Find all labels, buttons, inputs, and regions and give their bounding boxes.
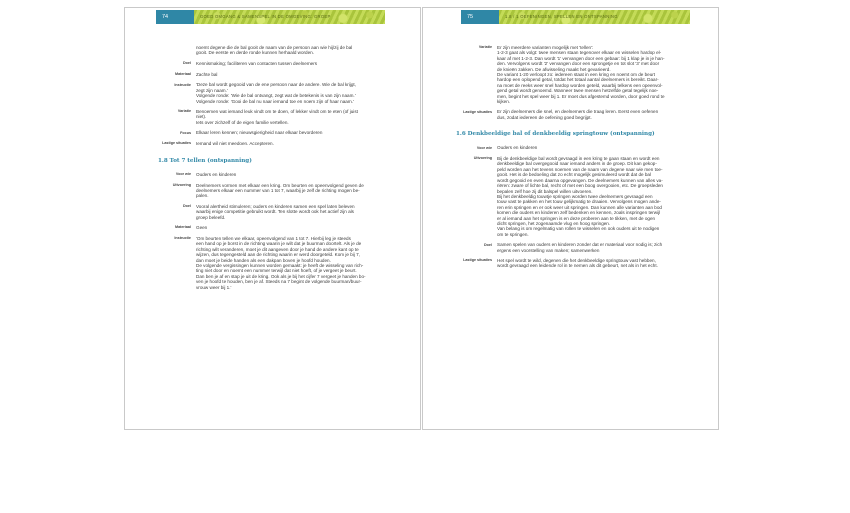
field-text bbox=[196, 236, 410, 290]
field-materiaal bbox=[129, 72, 410, 78]
text-line: komen die ouders en kinderen zelf bedenken en kennen, zoals inspringen terwijl bbox=[497, 210, 661, 216]
field-voor-wie bbox=[129, 172, 410, 178]
field-lastige-situaties bbox=[427, 109, 708, 120]
field-label: Doel bbox=[484, 242, 492, 247]
text-line: riëren: zware of lichte bal, recht of met een boog overgooien, etc. De groepsleden bbox=[497, 183, 663, 189]
text-line: ting niet door en noemt een nummer terwijl dat niet hoeft, of je vergeet je beurt. bbox=[196, 268, 357, 274]
text-line: gend getal wordt genoemd. Wanneer twee mensen hetzelfde getal tegelijk noe- bbox=[497, 88, 659, 94]
text-line: wijzen, dus tegengesteld aan de richting waarin er werd doorgeteld. Kom je bij 7, bbox=[196, 252, 360, 258]
text-line: waarbij enige competitie gebruikt wordt. Ten slotte wordt ook het actief zijn als bbox=[196, 209, 354, 215]
intro-paragraph: noemt degene die de bal gooit de naam van de persoon aan wie hij/zij de bal gooit. De eerste en derde ronde kunnen herhaald worden. bbox=[196, 45, 353, 56]
text-line: Volgende ronde: 'Wie de bal ontvangt, zegt wat de betekenis is van zijn naam.' bbox=[196, 93, 356, 99]
field-text bbox=[196, 172, 410, 178]
text-line: Dan ben je af en stap je uit de kring. Ook als je bij het cijfer 7 vergeet je handen bo- bbox=[196, 273, 366, 279]
field-text bbox=[497, 109, 708, 120]
field-variatie bbox=[427, 45, 708, 104]
field-lastige-situaties bbox=[129, 141, 410, 147]
field-uitvoering bbox=[129, 183, 410, 199]
field-focus bbox=[129, 130, 410, 136]
field-text bbox=[196, 130, 410, 136]
field-doel bbox=[427, 242, 708, 253]
field-text bbox=[196, 109, 410, 125]
field-materiaal bbox=[129, 225, 410, 231]
text-line: zegt zijn naam.' bbox=[196, 87, 228, 93]
field-label: Uitvoering bbox=[172, 183, 191, 188]
section-title: 1.8 Tot 7 tellen (ontspanning) bbox=[158, 157, 252, 164]
text-line: Elkaar leren kennen; nieuwsgierigheid naar elkaar bevorderen bbox=[196, 130, 323, 136]
text-line: 'Deze bal wordt gegooid van de ene persoon naar de andere. Wie de bal krijgt, bbox=[196, 82, 356, 88]
page-number: 75 bbox=[461, 10, 499, 24]
field-label: Materiaal bbox=[175, 72, 191, 76]
text-line: peld worden aan het tevens noemen van de naam van degene naar wie men toe- bbox=[497, 166, 663, 172]
text-line: 'Om beurten tellen we elkaar, opeenvolgend van 1 tot 7. Hierbij leg je steeds bbox=[196, 235, 351, 241]
exercise-fields-1 bbox=[129, 61, 410, 147]
text-line: Het spel wordt te wild, degenen die het denkbeeldige springtouw vast hebben, bbox=[497, 257, 656, 263]
text-line: Er zijn deelnemers die snel, en deelnemers die traag leren. Eerst even oefenen bbox=[497, 109, 659, 115]
field-doel bbox=[129, 204, 410, 220]
field-label: Uitvoering bbox=[473, 156, 492, 161]
text-line: De variant 1-20 verloopt zo: iedereen staat in een kring en noemt om de beurt bbox=[497, 72, 656, 78]
field-text bbox=[196, 141, 410, 147]
text-line: ren erin springen en er ook weer uit springen. Dan kunnen alle varianten aan bod bbox=[497, 204, 662, 210]
text-line: Er zijn meerdere varianten mogelijk met 'tellen': bbox=[497, 45, 594, 50]
field-text bbox=[196, 72, 410, 78]
field-label: Lastige situaties bbox=[463, 258, 492, 263]
text-line: Samen spelen van ouders en kinderen zonder dat er materiaal voor nodig is; zich bbox=[497, 242, 663, 248]
text-line: den. Vervolgens wordt '2' vervangen door een sprongetje en tot slot '3' met door bbox=[497, 61, 660, 67]
field-label: Lastige situaties bbox=[463, 109, 492, 114]
page-content bbox=[129, 45, 410, 295]
field-label: Instructie bbox=[174, 236, 191, 241]
text-line: er al iemand aan het springen is en deze proberen aan te tikken, met de ogen bbox=[497, 215, 656, 221]
field-label: Variatie bbox=[478, 45, 492, 50]
text-line: gooit. Het is de bedoeling dat zo echt mogelijk gesimuleerd wordt dat de bal bbox=[497, 172, 651, 178]
field-label: Voor wie bbox=[175, 172, 191, 177]
field-label: Doel bbox=[183, 204, 191, 209]
text-line: Bij de denkbeeldige bal wordt gevraagd in een kring te gaan staan en wordt een bbox=[497, 156, 660, 162]
text-line: Kennismaking; faciliteren van contacten tussen deelnemers bbox=[196, 60, 318, 66]
text-line: ergens een voorstelling van maken; samenwerken bbox=[497, 247, 600, 253]
field-text bbox=[497, 156, 708, 237]
page-number: 74 bbox=[156, 10, 194, 24]
field-text bbox=[196, 61, 410, 67]
field-label: Doel bbox=[183, 61, 191, 66]
text-line: de knieën zakken. De afwisseling maakt het gevarieerd. bbox=[497, 66, 611, 72]
text-line: Benoemen wat iemand leuk vindt om te doen, of lekker vindt om te eten (of juist bbox=[196, 109, 358, 115]
text-line: 1-2-3 gaat als volgt: twee mensen staan tegenover elkaar en wisselen hardop el- bbox=[497, 50, 662, 56]
text-line: kaar af met 1-2-3. Dan wordt '1' vervangen door een gebaar: bij 1 klap je in je han- bbox=[497, 55, 665, 61]
field-instructie bbox=[129, 82, 410, 104]
running-head: 1.8 / 1 OEFENINGEN, SPELLEN EN ONTSPANNING bbox=[499, 10, 690, 24]
text-line: palen. bbox=[196, 193, 209, 199]
text-line: Vooral alertheid stimuleren; ouders en kinderen samen een spel laten beleven bbox=[196, 203, 355, 209]
field-instructie bbox=[129, 236, 410, 290]
text-line: De volgende vergissingen kunnen worden gemaakt: je heeft de wisseling van rich- bbox=[196, 262, 364, 268]
field-label: Variatie bbox=[177, 109, 191, 114]
page-content bbox=[427, 45, 708, 274]
text-line: niet). bbox=[196, 114, 207, 120]
field-text bbox=[497, 45, 708, 104]
field-text bbox=[497, 258, 708, 269]
text-line: ven je hoofd te houden, ben je af. Steeds na 7 begint de volgende buurman/buur- bbox=[196, 279, 362, 285]
text-line: Ouders en kinderen bbox=[497, 145, 538, 151]
text-line: hardop een oplopend getal, totdat het totaal aantal deelnemers is bereikt. Daar- bbox=[497, 77, 659, 83]
text-line: Iets over zichzelf of de eigen familie vertellen. bbox=[196, 119, 289, 125]
field-uitvoering bbox=[427, 156, 708, 237]
field-voor-wie bbox=[427, 145, 708, 151]
text-line: na moet de reeks weer snel hardop worden geteld, waarbij telkens een opeenvol- bbox=[497, 82, 663, 88]
text-line: wordt gegooid en even daarna opgevangen. De deelnemers kunnen van alles va- bbox=[497, 177, 663, 183]
text-line: om te springen. bbox=[497, 231, 529, 237]
text-line: een hand op je borst in de richting waarin je wilt dat je buurman doortelt. Als je de bbox=[196, 241, 362, 247]
text-line: Van belang is om regelmatig van rollen te wisselen en ook ouders uit te nodigen bbox=[497, 226, 660, 232]
field-text bbox=[497, 145, 708, 151]
text-line: Iemand wil niet meedoen. Accepteren. bbox=[196, 141, 274, 147]
field-variatie bbox=[129, 109, 410, 125]
text-line: dicht springen, het zogenaamde vlug en hoog springen. bbox=[497, 220, 611, 226]
page-header bbox=[461, 10, 690, 24]
exercise-fields-2 bbox=[129, 172, 410, 290]
exercise-fields-2 bbox=[427, 145, 708, 269]
page-header bbox=[156, 10, 385, 24]
text-line: Ouders en kinderen bbox=[196, 171, 237, 177]
field-label: Instructie bbox=[174, 82, 191, 87]
field-label: Lastige situaties bbox=[162, 141, 191, 146]
text-line: groep beleefd. bbox=[196, 214, 226, 220]
field-lastige-situaties bbox=[427, 258, 708, 269]
text-line: kijken. bbox=[497, 99, 511, 105]
text-line: Zachte bal bbox=[196, 71, 218, 77]
text-line: dus, zodat iedereen de oefening goed begrijpt. bbox=[497, 114, 592, 120]
text-line: vrouw weer bij 1.' bbox=[196, 284, 232, 290]
field-text bbox=[196, 183, 410, 199]
field-label: Voor wie bbox=[476, 145, 492, 150]
right-page bbox=[422, 7, 719, 430]
text-line: men, begint het spel weer bij 1. Er moet dus afgestemd worden, door goed rond te bbox=[497, 93, 665, 99]
field-text bbox=[196, 225, 410, 231]
text-line: Volgende ronde: 'Gooi de bal nu naar iemand toe en noem zijn of haar naam.' bbox=[196, 98, 354, 104]
running-head: GOED OMGANG & SAMENSPEL IN DE OMGEVING: GROEP bbox=[194, 10, 385, 24]
field-text bbox=[196, 204, 410, 220]
field-label: Materiaal bbox=[175, 225, 191, 230]
text-line: denkbeeldige bal overgegooid naar iemand anders in de groep. Dit kan gekop- bbox=[497, 161, 657, 167]
text-line: Bij het denkbeeldig touwtje springen worden twee deelnemers gevraagd een bbox=[497, 193, 653, 199]
text-line: richting wilt veranderen, moet je dit aangeven door je hand de andere kant op te bbox=[196, 246, 359, 252]
text-line: Geen bbox=[196, 225, 208, 231]
field-doel bbox=[129, 61, 410, 67]
text-line: touw vast te pakken en het touw gelijkmatig te draaien. Vervolgens mogen ande- bbox=[497, 199, 661, 205]
text-line: Deelnemers vormen met elkaar een kring. Om beurten en opeenvolgend geven de bbox=[196, 182, 364, 188]
text-line: dan moet je beide handen als een dakpan boven je hoofd houden. bbox=[196, 257, 331, 263]
field-label: Focus bbox=[180, 130, 191, 135]
text-line: deelnemers elkaar een nummer van 1 tot 7, waarbij je zelf de richting mogen be- bbox=[196, 188, 360, 194]
field-text bbox=[497, 242, 708, 253]
text-line: wordt gevraagd een leidende rol in te nemen als dit gebeurt, net als in het echt. bbox=[497, 263, 658, 269]
text-line: bepalen zelf hoe zij dit balspel willen uitvoeren. bbox=[497, 188, 593, 194]
exercise-fields-1 bbox=[427, 45, 708, 120]
field-text bbox=[196, 82, 410, 104]
left-page bbox=[124, 7, 421, 430]
section-title: 1.6 Denkbeeldige bal of denkbeeldig springtouw (ontspanning) bbox=[456, 131, 655, 138]
